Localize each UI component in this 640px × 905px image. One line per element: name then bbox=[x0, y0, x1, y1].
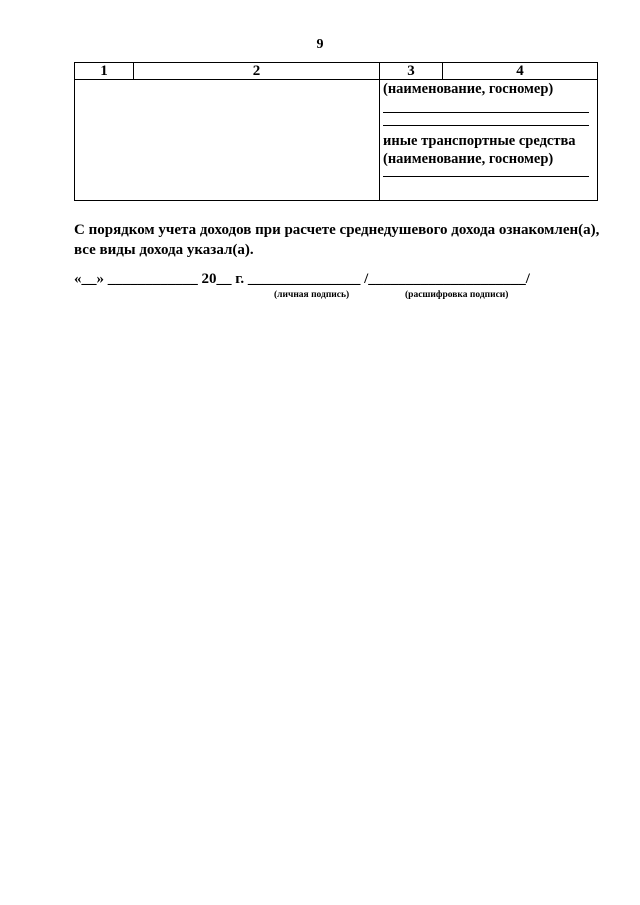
cell-text-other-vehicles: иные транспортные средства bbox=[383, 133, 576, 149]
header-col-3: 3 bbox=[380, 63, 443, 80]
signature-line: «__» ____________ 20__ г. _______________ /_____________________/ bbox=[74, 271, 530, 287]
fill-line bbox=[383, 168, 589, 177]
header-col-4: 4 bbox=[443, 63, 598, 80]
header-col-2: 2 bbox=[134, 63, 380, 80]
cell-text-name: (наименование, госномер) bbox=[383, 81, 554, 97]
acknowledgement-text: С порядком учета доходов при расчете среднедушевого дохода ознакомлен(а), все виды дохода указал(а). bbox=[74, 222, 600, 258]
fill-line bbox=[383, 98, 589, 113]
table-header-row bbox=[75, 63, 598, 80]
table-cell-left bbox=[75, 80, 380, 201]
page-number: 9 bbox=[316, 37, 324, 52]
signature-decode-label: (расшифровка подписи) bbox=[405, 290, 509, 300]
table-cell-right bbox=[380, 80, 598, 201]
header-col-1: 1 bbox=[75, 63, 134, 80]
personal-signature-label: (личная подпись) bbox=[274, 290, 350, 300]
cell-text-name-2: (наименование, госномер) bbox=[383, 151, 554, 167]
form-table bbox=[74, 62, 598, 201]
table-row bbox=[75, 80, 598, 201]
